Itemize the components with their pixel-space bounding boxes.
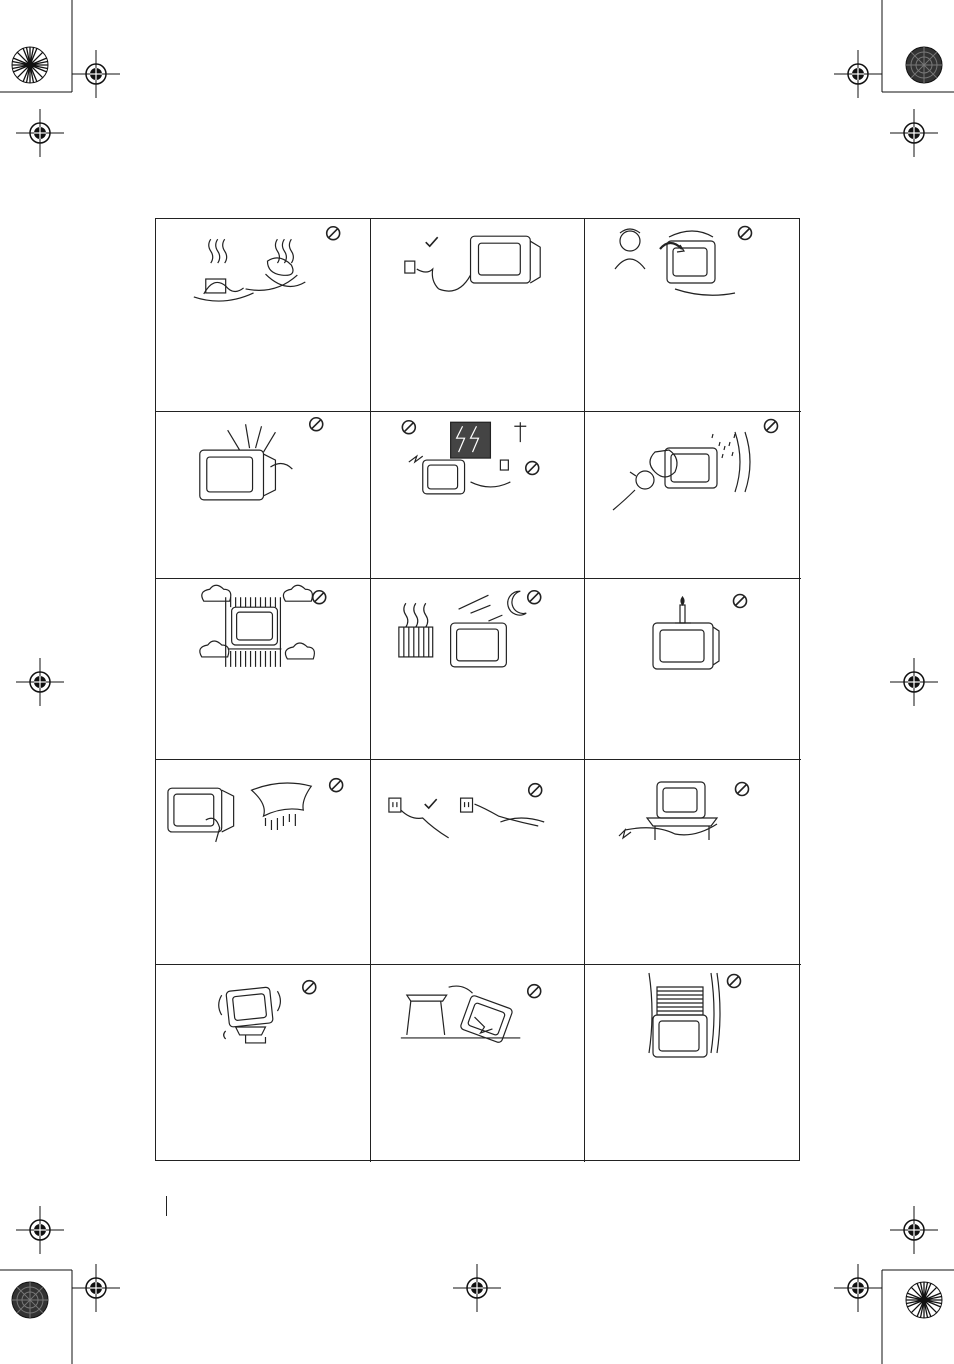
panel-lightning-storm xyxy=(371,412,585,579)
tv-icon xyxy=(423,460,465,494)
tv-icon xyxy=(451,623,507,667)
illustration-objects-inside-vents xyxy=(156,412,370,537)
prohibited-icon xyxy=(327,227,340,240)
safety-illustration-grid xyxy=(155,218,800,1161)
panel-humidity-steam-rain xyxy=(585,412,801,579)
radiator-icon xyxy=(399,627,433,657)
tv-icon xyxy=(200,450,276,500)
panel-unplug-by-plug xyxy=(371,219,585,412)
tv-icon xyxy=(471,236,541,283)
panel-plug-handling xyxy=(371,760,585,965)
illustration-unstable-swivel xyxy=(156,965,370,1090)
panel-cleaning-wet-cloth xyxy=(156,760,371,965)
prohibited-icon xyxy=(736,783,749,796)
panel-objects-inside-vents xyxy=(156,412,371,579)
heater-outlet-icon xyxy=(194,279,254,301)
check-icon xyxy=(426,237,438,246)
panel-unstable-swivel xyxy=(156,965,371,1162)
wet-cloth-icon xyxy=(252,783,312,816)
illustration-candle-on-top xyxy=(585,579,801,704)
prohibited-icon xyxy=(728,975,741,988)
prohibited-icon xyxy=(765,420,778,433)
illustration-objects-on-top-curtains xyxy=(585,965,801,1090)
illustration-damaged-cord-under-set xyxy=(585,760,801,885)
table-icon xyxy=(407,995,447,1035)
prohibited-icon xyxy=(303,981,316,994)
page-margin-bar xyxy=(166,1196,167,1216)
tv-icon xyxy=(667,241,715,283)
illustration-falling-tv xyxy=(371,965,584,1090)
tv-icon xyxy=(232,607,278,645)
prohibited-icon xyxy=(526,462,539,475)
panel-damaged-cord-under-set xyxy=(585,760,801,965)
tv-icon xyxy=(226,987,273,1027)
illustration-lightning-storm xyxy=(371,412,584,537)
prohibited-icon xyxy=(739,227,752,240)
prohibited-icon xyxy=(330,779,343,792)
prohibited-icon xyxy=(313,591,326,604)
tv-icon xyxy=(168,788,234,832)
illustration-heat-sun-exposure xyxy=(371,579,584,704)
tv-icon xyxy=(653,1015,707,1057)
prohibited-icon xyxy=(528,985,541,998)
technician-icon xyxy=(615,229,645,269)
outlet-icon xyxy=(461,798,473,812)
prohibited-icon xyxy=(310,418,323,431)
panel-objects-on-top-curtains xyxy=(585,965,801,1162)
panel-qualified-service xyxy=(585,219,801,412)
books-icon xyxy=(657,987,703,1015)
illustration-cleaning-wet-cloth xyxy=(156,760,370,885)
illustration-unplug-by-plug xyxy=(371,219,584,344)
prohibited-icon xyxy=(734,595,747,608)
panel-candle-on-top xyxy=(585,579,801,760)
sun-icon xyxy=(508,591,527,615)
panel-cords-near-heat xyxy=(156,219,371,412)
illustration-plug-handling xyxy=(371,760,584,885)
tv-icon xyxy=(460,995,513,1044)
check-icon xyxy=(425,799,437,808)
prohibited-icon xyxy=(402,421,415,434)
panel-falling-tv xyxy=(371,965,585,1162)
outlet-icon xyxy=(389,798,401,812)
prohibited-icon xyxy=(529,784,542,797)
panel-heat-sun-exposure xyxy=(371,579,585,760)
illustration-humidity-steam-rain xyxy=(585,412,801,537)
illustration-qualified-service xyxy=(585,219,801,344)
prohibited-icon xyxy=(528,591,541,604)
panel-dust-smoke-enclosure xyxy=(156,579,371,760)
tv-icon xyxy=(653,623,719,669)
tv-icon xyxy=(657,782,705,818)
illustration-dust-smoke-enclosure xyxy=(156,579,370,704)
kettle-icon xyxy=(630,471,654,489)
window-icon xyxy=(451,422,491,458)
illustration-cords-near-heat xyxy=(156,219,370,344)
candle-icon xyxy=(675,597,691,623)
